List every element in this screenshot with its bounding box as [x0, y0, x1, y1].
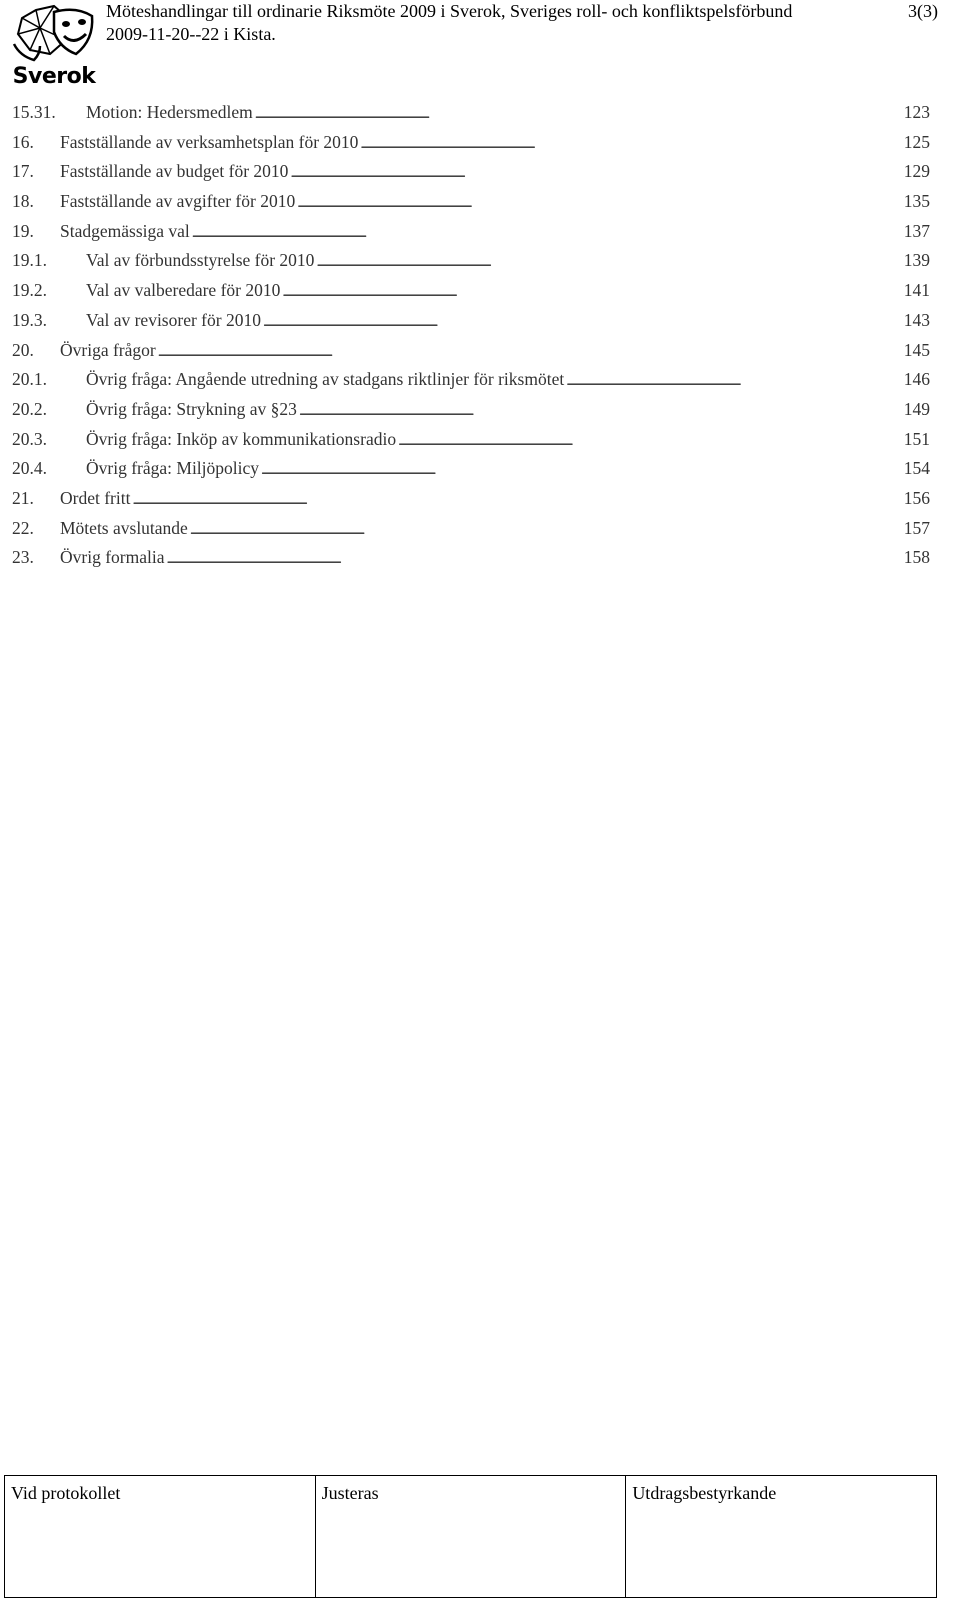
toc-entry-title: Övrig fråga: Miljöpolicy [86, 458, 260, 479]
toc-dot-leader [132, 484, 901, 514]
document-title: Möteshandlingar till ordinarie Riksmöte 2009 i Sverok, Sveriges roll- och konfliktspelsförbund [106, 1, 793, 21]
toc-entry-number: 20.1. [12, 369, 47, 390]
toc-entry[interactable] [12, 246, 930, 276]
toc-entry[interactable] [12, 395, 930, 425]
toc-dot-leader [166, 543, 901, 573]
toc-entry-number: 20. [12, 339, 34, 360]
toc-entry-number: 17. [12, 161, 34, 182]
signature-cell-protocol[interactable] [5, 1476, 316, 1598]
toc-dot-leader [158, 336, 902, 366]
toc-entry-title: Övriga frågor [60, 339, 156, 360]
toc-entry-page: 156 [903, 487, 930, 508]
toc-entry-title: Fastställande av verksamhetsplan för 2010 [60, 131, 359, 152]
toc-entry[interactable] [12, 425, 930, 455]
toc-entry-title: Val av valberedare för 2010 [86, 280, 281, 301]
toc-entry[interactable] [12, 336, 930, 366]
toc-entry[interactable] [12, 157, 930, 187]
toc-dot-leader [190, 514, 902, 544]
toc-entry-page: 129 [903, 161, 930, 182]
toc-entry-page: 151 [903, 428, 930, 449]
toc-entry-title: Val av revisorer för 2010 [86, 309, 261, 330]
toc-entry[interactable] [12, 128, 930, 158]
toc-entry-title: Övrig fråga: Inköp av kommunikationsradio [86, 428, 397, 449]
toc-entry-page: 149 [903, 398, 930, 419]
toc-entry[interactable] [12, 217, 930, 247]
page-number: 3(3) [908, 1, 938, 21]
toc-entry[interactable] [12, 98, 930, 128]
toc-entry-page: 123 [903, 102, 930, 122]
toc-entry[interactable] [12, 365, 930, 395]
signature-table [4, 1475, 937, 1598]
toc-dot-leader [261, 454, 902, 484]
toc-entry-page: 137 [903, 220, 930, 241]
toc-entry-number: 20.4. [12, 458, 47, 479]
toc-entry-page: 145 [903, 339, 930, 360]
toc-entry-page: 139 [903, 250, 930, 271]
toc-dot-leader [398, 425, 902, 455]
theatre-masks-d20-icon [10, 4, 98, 66]
toc-entry[interactable] [12, 306, 930, 336]
signature-label-certified: Utdragsbestyrkande [632, 1483, 777, 1503]
toc-entry-number: 19. [12, 220, 34, 241]
toc-entry-page: 143 [903, 309, 930, 330]
toc-entry-title: Övrig formalia [60, 547, 165, 568]
toc-entry-number: 20.3. [12, 428, 47, 449]
toc-entry-number: 19.3. [12, 309, 47, 330]
logo-wordmark: Sverok [12, 64, 96, 89]
toc-entry-page: 135 [903, 191, 930, 212]
toc-dot-leader [255, 98, 902, 128]
toc-entry-number: 22. [12, 517, 34, 538]
toc-dot-leader [282, 276, 901, 306]
toc-entry-page: 125 [903, 131, 930, 152]
toc-entry-number: 23. [12, 547, 34, 568]
toc-entry-title: Fastställande av budget för 2010 [60, 161, 289, 182]
toc-entry-title: Ordet fritt [60, 487, 131, 508]
signature-label-protocol: Vid protokollet [11, 1483, 121, 1503]
page-header [0, 0, 960, 92]
document-date-location: 2009-11-20--22 i Kista. [106, 24, 276, 44]
signature-label-adjusted: Justeras [321, 1483, 379, 1503]
toc-entry-number: 20.2. [12, 398, 47, 419]
toc-entry-number: 16. [12, 131, 34, 152]
toc-entry-number: 19.2. [12, 280, 47, 301]
toc-dot-leader [192, 217, 902, 247]
sverok-logo [10, 4, 98, 90]
toc-entry-page: 141 [903, 280, 930, 301]
toc-entry-page: 154 [903, 458, 930, 479]
toc-entry-title: Val av förbundsstyrelse för 2010 [86, 250, 315, 271]
toc-dot-leader [263, 306, 902, 336]
toc-entry[interactable] [12, 454, 930, 484]
toc-entry[interactable] [12, 543, 930, 573]
toc-entry-title: Övrig fråga: Angående utredning av stadgans riktlinjer för riksmötet [86, 369, 565, 390]
table-of-contents [12, 98, 930, 573]
toc-entry-page: 146 [903, 369, 930, 390]
toc-dot-leader [299, 395, 902, 425]
toc-entry-title: Stadgemässiga val [60, 220, 190, 241]
toc-entry-title: Övrig fråga: Strykning av §23 [86, 398, 297, 419]
toc-dot-leader [360, 128, 901, 158]
toc-entry-title: Mötets avslutande [60, 517, 188, 538]
toc-entry-number: 21. [12, 487, 34, 508]
toc-dot-leader [316, 246, 901, 276]
toc-entry[interactable] [12, 276, 930, 306]
toc-entry-title: Fastställande av avgifter för 2010 [60, 191, 296, 212]
toc-entry-number: 19.1. [12, 250, 47, 271]
signature-cell-adjusted[interactable] [315, 1476, 626, 1598]
toc-entry-number: 15.31. [12, 102, 56, 122]
toc-dot-leader [290, 157, 901, 187]
toc-entry[interactable] [12, 514, 930, 544]
toc-dot-leader [297, 187, 902, 217]
toc-entry-title: Motion: Hedersmedlem [86, 102, 253, 122]
toc-entry-page: 158 [903, 547, 930, 568]
toc-entry-page: 157 [903, 517, 930, 538]
toc-entry-number: 18. [12, 191, 34, 212]
signature-cell-certified[interactable] [626, 1476, 937, 1598]
toc-entry[interactable] [12, 187, 930, 217]
toc-entry[interactable] [12, 484, 930, 514]
toc-dot-leader [566, 365, 902, 395]
